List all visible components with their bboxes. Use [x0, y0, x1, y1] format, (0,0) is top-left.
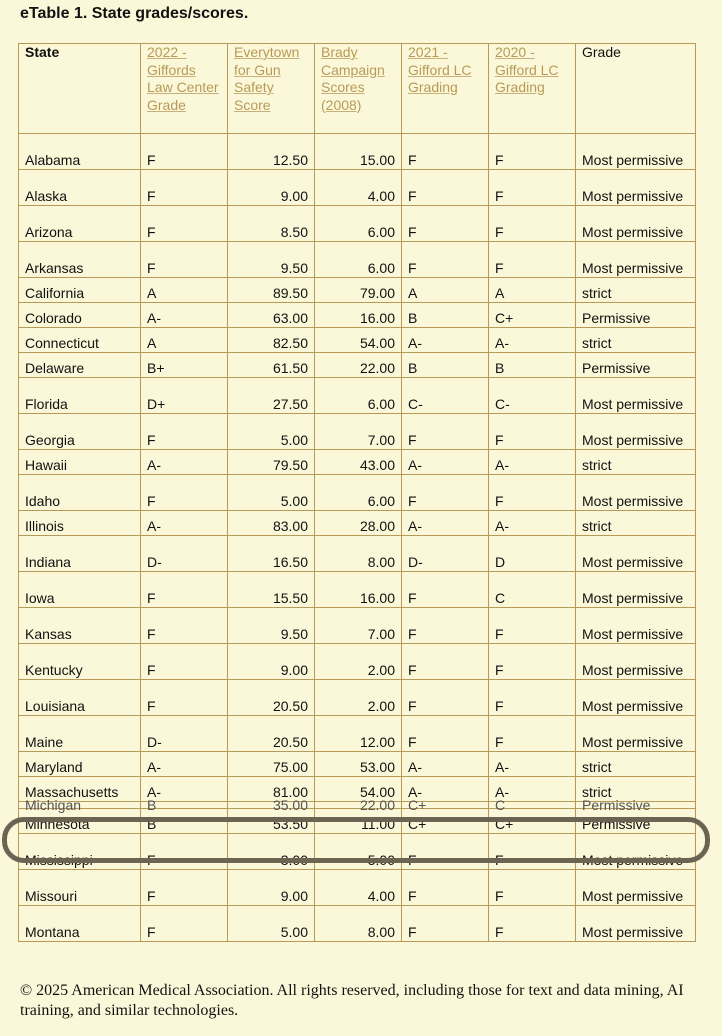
cell-grade: Most permissive [576, 680, 696, 716]
cell-brady: 28.00 [315, 511, 402, 536]
table-row [19, 278, 696, 303]
cell-gifford-2020: D [489, 536, 576, 572]
cell-gifford-2020: F [489, 170, 576, 206]
cell-gifford-2020: F [489, 870, 576, 906]
header-gifford-2020-link[interactable]: 2020 - Gifford LC Grading [489, 44, 576, 134]
cell-gifford-2020: F [489, 906, 576, 942]
cell-brady: 2.00 [315, 680, 402, 716]
table-row [19, 802, 696, 809]
cell-gifford-2021: A [402, 278, 489, 303]
cell-grade: Most permissive [576, 870, 696, 906]
cell-grade: Permissive [576, 353, 696, 378]
cell-giffords-2022: F [141, 644, 228, 680]
cell-gifford-2021: F [402, 134, 489, 170]
cell-brady: 6.00 [315, 206, 402, 242]
cell-everytown: 9.00 [228, 870, 315, 906]
table-row [19, 134, 696, 170]
cell-everytown: 63.00 [228, 303, 315, 328]
cell-brady: 43.00 [315, 450, 402, 475]
cell-everytown: 15.50 [228, 572, 315, 608]
state-grades-table [18, 43, 696, 942]
cell-brady: 12.00 [315, 716, 402, 752]
cell-gifford-2021: F [402, 716, 489, 752]
cell-grade: Most permissive [576, 834, 696, 870]
cell-gifford-2021: C- [402, 378, 489, 414]
cell-brady: 4.00 [315, 870, 402, 906]
cell-gifford-2021: A- [402, 752, 489, 777]
cell-giffords-2022: A [141, 328, 228, 353]
cell-everytown: 83.00 [228, 511, 315, 536]
cell-grade: Most permissive [576, 378, 696, 414]
cell-state: Maryland [19, 752, 141, 777]
cell-gifford-2020: F [489, 680, 576, 716]
cell-giffords-2022: A- [141, 511, 228, 536]
cell-grade: Most permissive [576, 716, 696, 752]
cell-brady: 5.00 [315, 834, 402, 870]
cell-giffords-2022: A- [141, 752, 228, 777]
cell-state: Alabama [19, 134, 141, 170]
cell-state: Illinois [19, 511, 141, 536]
cell-everytown: 8.50 [228, 206, 315, 242]
cell-gifford-2021: F [402, 170, 489, 206]
cell-gifford-2021: F [402, 834, 489, 870]
cell-giffords-2022: F [141, 870, 228, 906]
cell-everytown: 9.50 [228, 608, 315, 644]
cell-brady: 4.00 [315, 170, 402, 206]
cell-grade: Most permissive [576, 134, 696, 170]
cell-everytown: 82.50 [228, 328, 315, 353]
cell-grade: Most permissive [576, 475, 696, 511]
cell-state: Delaware [19, 353, 141, 378]
cell-brady: 2.00 [315, 644, 402, 680]
cell-giffords-2022: F [141, 475, 228, 511]
cell-everytown: 9.00 [228, 170, 315, 206]
cell-brady: 79.00 [315, 278, 402, 303]
cell-grade: strict [576, 752, 696, 777]
table-row [19, 475, 696, 511]
cell-brady: 8.00 [315, 536, 402, 572]
cell-grade: Most permissive [576, 206, 696, 242]
cell-brady: 54.00 [315, 328, 402, 353]
cell-everytown: 20.50 [228, 680, 315, 716]
cell-gifford-2020: F [489, 644, 576, 680]
cell-state: Arizona [19, 206, 141, 242]
table-row [19, 206, 696, 242]
cell-everytown: 5.00 [228, 414, 315, 450]
header-giffords-2022-link[interactable]: 2022 - Giffords Law Center Grade [141, 44, 228, 134]
cell-everytown: 16.50 [228, 536, 315, 572]
cell-state: Iowa [19, 572, 141, 608]
cell-everytown: 75.00 [228, 752, 315, 777]
cell-state: Florida [19, 378, 141, 414]
cell-everytown: 5.00 [228, 475, 315, 511]
cell-state: Kansas [19, 608, 141, 644]
table-row [19, 716, 696, 752]
cell-state: Montana [19, 906, 141, 942]
table-row [19, 170, 696, 206]
table-row [19, 511, 696, 536]
cell-giffords-2022: B [141, 809, 228, 834]
cell-giffords-2022: A- [141, 303, 228, 328]
cell-everytown: 12.50 [228, 134, 315, 170]
cell-brady: 6.00 [315, 242, 402, 278]
cell-gifford-2020: C+ [489, 809, 576, 834]
cell-giffords-2022: F [141, 206, 228, 242]
cell-giffords-2022: B+ [141, 353, 228, 378]
cell-grade: Most permissive [576, 906, 696, 942]
cell-giffords-2022: A- [141, 450, 228, 475]
table-row [19, 752, 696, 777]
cell-giffords-2022: D+ [141, 378, 228, 414]
cell-gifford-2020: F [489, 134, 576, 170]
cell-giffords-2022: F [141, 834, 228, 870]
cell-brady: 6.00 [315, 475, 402, 511]
cell-giffords-2022: F [141, 572, 228, 608]
cell-giffords-2022: F [141, 906, 228, 942]
table-row [19, 414, 696, 450]
cell-gifford-2020: F [489, 716, 576, 752]
cell-brady: 53.00 [315, 752, 402, 777]
cell-grade: Permissive [576, 809, 696, 834]
cell-gifford-2020: A- [489, 777, 576, 802]
cell-everytown: 53.50 [228, 809, 315, 834]
cell-state: Michigan [19, 802, 141, 809]
cell-brady: 7.00 [315, 608, 402, 644]
cell-giffords-2022: F [141, 608, 228, 644]
cell-gifford-2020: A [489, 278, 576, 303]
cell-brady: 54.00 [315, 777, 402, 802]
cell-gifford-2020: B [489, 353, 576, 378]
cell-giffords-2022: A [141, 278, 228, 303]
cell-gifford-2021: D- [402, 536, 489, 572]
cell-giffords-2022: D- [141, 716, 228, 752]
cell-state: Idaho [19, 475, 141, 511]
cell-gifford-2021: F [402, 414, 489, 450]
cell-grade: Permissive [576, 802, 696, 809]
cell-gifford-2021: F [402, 644, 489, 680]
cell-grade: strict [576, 278, 696, 303]
cell-state: Alaska [19, 170, 141, 206]
cell-state: Georgia [19, 414, 141, 450]
cell-state: Massachusetts [19, 777, 141, 802]
cell-brady: 7.00 [315, 414, 402, 450]
table-row [19, 242, 696, 278]
cell-grade: strict [576, 511, 696, 536]
cell-gifford-2021: B [402, 303, 489, 328]
cell-gifford-2020: A- [489, 511, 576, 536]
cell-giffords-2022: A- [141, 777, 228, 802]
header-everytown-link[interactable]: Everytown for Gun Safety Score [228, 44, 315, 134]
cell-gifford-2021: C+ [402, 809, 489, 834]
cell-grade: strict [576, 450, 696, 475]
cell-gifford-2020: A- [489, 752, 576, 777]
cell-brady: 15.00 [315, 134, 402, 170]
cell-gifford-2020: F [489, 608, 576, 644]
table-row [19, 644, 696, 680]
cell-gifford-2020: F [489, 206, 576, 242]
cell-brady: 16.00 [315, 303, 402, 328]
cell-brady: 6.00 [315, 378, 402, 414]
table-title: eTable 1. State grades/scores. [20, 5, 249, 22]
table-row [19, 303, 696, 328]
cell-gifford-2020: F [489, 834, 576, 870]
table-row [19, 328, 696, 353]
cell-gifford-2020: C- [489, 378, 576, 414]
cell-state: Missouri [19, 870, 141, 906]
cell-gifford-2021: F [402, 870, 489, 906]
cell-state: Minnesota [19, 809, 141, 834]
cell-brady: 11.00 [315, 809, 402, 834]
table-row [19, 608, 696, 644]
cell-state: Maine [19, 716, 141, 752]
cell-brady: 8.00 [315, 906, 402, 942]
cell-state: Hawaii [19, 450, 141, 475]
cell-state: California [19, 278, 141, 303]
cell-state: Louisiana [19, 680, 141, 716]
cell-gifford-2021: A- [402, 328, 489, 353]
header-state: State [19, 44, 141, 134]
table-row [19, 450, 696, 475]
cell-grade: Most permissive [576, 572, 696, 608]
cell-giffords-2022: F [141, 680, 228, 716]
cell-gifford-2021: F [402, 475, 489, 511]
cell-everytown: 61.50 [228, 353, 315, 378]
cell-gifford-2021: C+ [402, 802, 489, 809]
table-row [19, 353, 696, 378]
cell-grade: strict [576, 777, 696, 802]
copyright-footer: © 2025 American Medical Association. All rights reserved, including those for text and data mining, AI training, and similar technologies. [20, 982, 684, 1019]
cell-grade: Most permissive [576, 414, 696, 450]
cell-grade: Most permissive [576, 608, 696, 644]
cell-gifford-2021: B [402, 353, 489, 378]
cell-state: Kentucky [19, 644, 141, 680]
cell-gifford-2021: A- [402, 511, 489, 536]
table-row [19, 834, 696, 870]
cell-giffords-2022: F [141, 134, 228, 170]
cell-grade: Most permissive [576, 242, 696, 278]
cell-grade: Most permissive [576, 536, 696, 572]
cell-gifford-2020: F [489, 242, 576, 278]
cell-everytown: 9.00 [228, 644, 315, 680]
table-row [19, 378, 696, 414]
header-gifford-2021-link[interactable]: 2021 - Gifford LC Grading [402, 44, 489, 134]
cell-giffords-2022: F [141, 170, 228, 206]
cell-grade: Most permissive [576, 644, 696, 680]
header-brady-link[interactable]: Brady Campaign Scores (2008) [315, 44, 402, 134]
cell-brady: 22.00 [315, 353, 402, 378]
cell-gifford-2020: A- [489, 328, 576, 353]
cell-everytown: 5.00 [228, 906, 315, 942]
cell-gifford-2021: F [402, 206, 489, 242]
cell-gifford-2020: F [489, 414, 576, 450]
cell-state: Arkansas [19, 242, 141, 278]
header-row [19, 44, 696, 134]
cell-gifford-2020: C [489, 572, 576, 608]
cell-gifford-2021: F [402, 242, 489, 278]
table-row [19, 680, 696, 716]
cell-giffords-2022: B [141, 802, 228, 809]
cell-giffords-2022: F [141, 242, 228, 278]
cell-gifford-2021: A- [402, 777, 489, 802]
cell-state: Colorado [19, 303, 141, 328]
cell-gifford-2020: A- [489, 450, 576, 475]
cell-gifford-2021: F [402, 680, 489, 716]
cell-everytown: 89.50 [228, 278, 315, 303]
cell-giffords-2022: D- [141, 536, 228, 572]
header-grade: Grade [576, 44, 696, 134]
cell-gifford-2021: F [402, 572, 489, 608]
table-row [19, 536, 696, 572]
cell-gifford-2020: C+ [489, 303, 576, 328]
cell-grade: Permissive [576, 303, 696, 328]
cell-brady: 22.00 [315, 802, 402, 809]
cell-giffords-2022: F [141, 414, 228, 450]
cell-everytown: 20.50 [228, 716, 315, 752]
cell-everytown: 9.50 [228, 242, 315, 278]
cell-state: Indiana [19, 536, 141, 572]
cell-gifford-2021: A- [402, 450, 489, 475]
cell-everytown: 79.50 [228, 450, 315, 475]
cell-gifford-2020: C [489, 802, 576, 809]
cell-state: Connecticut [19, 328, 141, 353]
cell-everytown: 27.50 [228, 378, 315, 414]
cell-gifford-2021: F [402, 608, 489, 644]
table-row [19, 906, 696, 942]
cell-everytown: 35.00 [228, 802, 315, 809]
cell-gifford-2021: F [402, 906, 489, 942]
table-row [19, 572, 696, 608]
cell-brady: 16.00 [315, 572, 402, 608]
cell-grade: Most permissive [576, 170, 696, 206]
cell-everytown: 3.00 [228, 834, 315, 870]
cell-everytown: 81.00 [228, 777, 315, 802]
cell-state: Mississippi [19, 834, 141, 870]
cell-gifford-2020: F [489, 475, 576, 511]
table-row [19, 870, 696, 906]
cell-grade: strict [576, 328, 696, 353]
